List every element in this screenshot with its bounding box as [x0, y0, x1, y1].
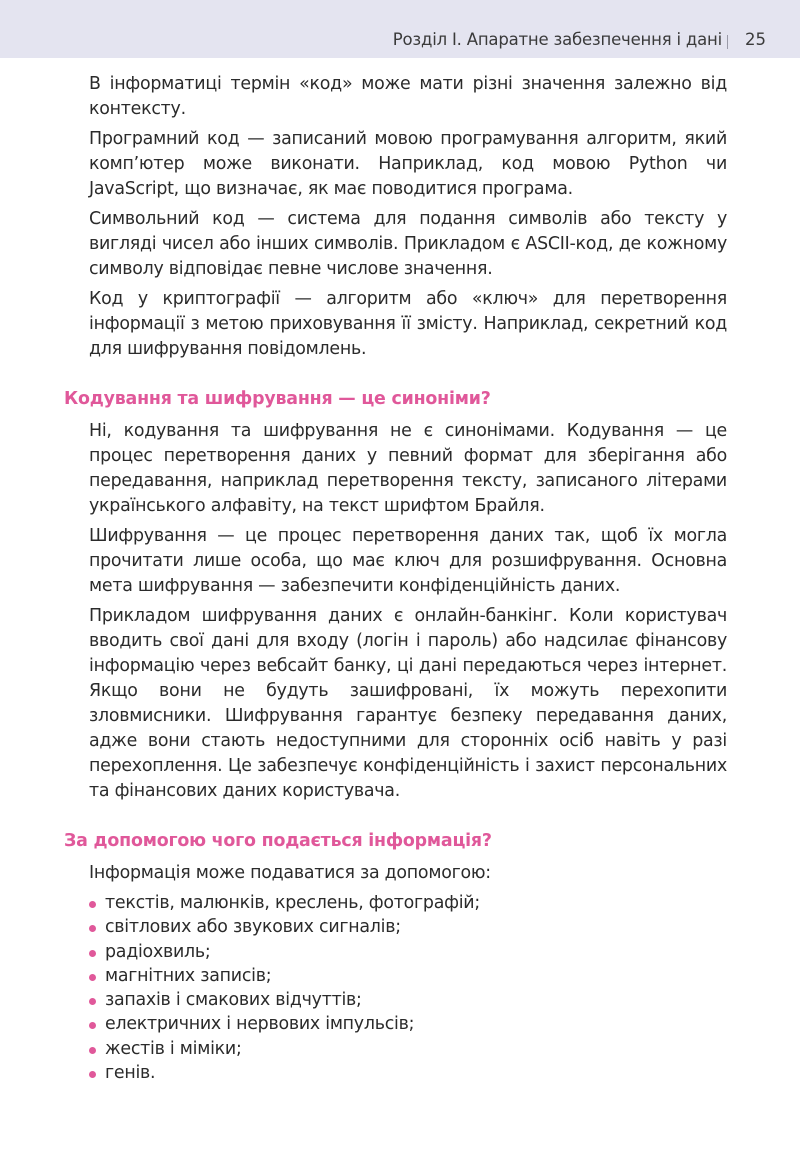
paragraph: Шифрування — це процес перетворення даних так, щоб їх могла прочитати лише особа, що має ключ для розшифрування. Основна мета шифрування — забезпечити конфіденційність даних.	[89, 526, 727, 596]
paragraph: Символьний код — система для подання символів або тексту у вигляді чисел або інших символів. Прикладом є ASCII-код, де кожному символу відповідає певне числове значення.	[89, 209, 727, 279]
list-item: світлових або звукових сигналів;	[89, 915, 727, 939]
paragraph: Ні, кодування та шифрування не є синонімами. Кодування — це процес перетворення даних у певний формат для зберігання або передавання, наприклад перетворення тексту, записаного літерами українського алфавіту, на текст шрифтом Брайля.	[89, 421, 727, 516]
list-item: жестів і міміки;	[89, 1037, 727, 1061]
paragraph: Програмний код — записаний мовою програмування алгоритм, який комп’ютер може виконати. Наприклад, код мовою Python чи JavaScript, що визначає, як має поводитися програма.	[89, 129, 727, 199]
section-heading: Кодування та шифрування — це синоніми?	[64, 389, 491, 409]
page-number: 25	[745, 30, 766, 49]
section-heading: За допомогою чого подається інформація?	[64, 831, 492, 851]
list-intro: Інформація може подаватися за допомогою:	[89, 863, 491, 883]
page-header	[0, 0, 800, 58]
list-item: запахів і смакових відчуттів;	[89, 988, 727, 1012]
page-content	[64, 72, 727, 1085]
paragraph: В інформатиці термін «код» може мати різні значення залежно від контексту.	[89, 74, 727, 119]
list-item: радіохвиль;	[89, 940, 727, 964]
chapter-title: Розділ I. Апаратне забезпечення і дані	[392, 30, 722, 49]
list-item: магнітних записів;	[89, 964, 727, 988]
bullet-list	[89, 891, 727, 1085]
header-separator	[727, 35, 728, 49]
list-item: текстів, малюнків, креслень, фотографій;	[89, 891, 727, 915]
list-item: генів.	[89, 1061, 727, 1085]
paragraph: Код у криптографії — алгоритм або «ключ» для перетворення інформації з метою приховування її змісту. Наприклад, секретний код для шифрування повідомлень.	[89, 289, 727, 359]
list-item: електричних і нервових імпульсів;	[89, 1012, 727, 1036]
paragraph: Прикладом шифрування даних є онлайн-банкінг. Коли користувач вводить свої дані для входу (логін і пароль) або надсилає фінансову інформацію через вебсайт банку, ці дані передаються через інтернет. Якщо вони не будуть зашифровані, їх можуть перехопити зловмисники. Шифрування гарантує безпеку передавання даних, адже вони стають недоступними для сторонніх осіб навіть у разі перехоплення. Це забезпечує конфіденційність і захист персональних та фінансових даних користувача.	[89, 606, 727, 801]
